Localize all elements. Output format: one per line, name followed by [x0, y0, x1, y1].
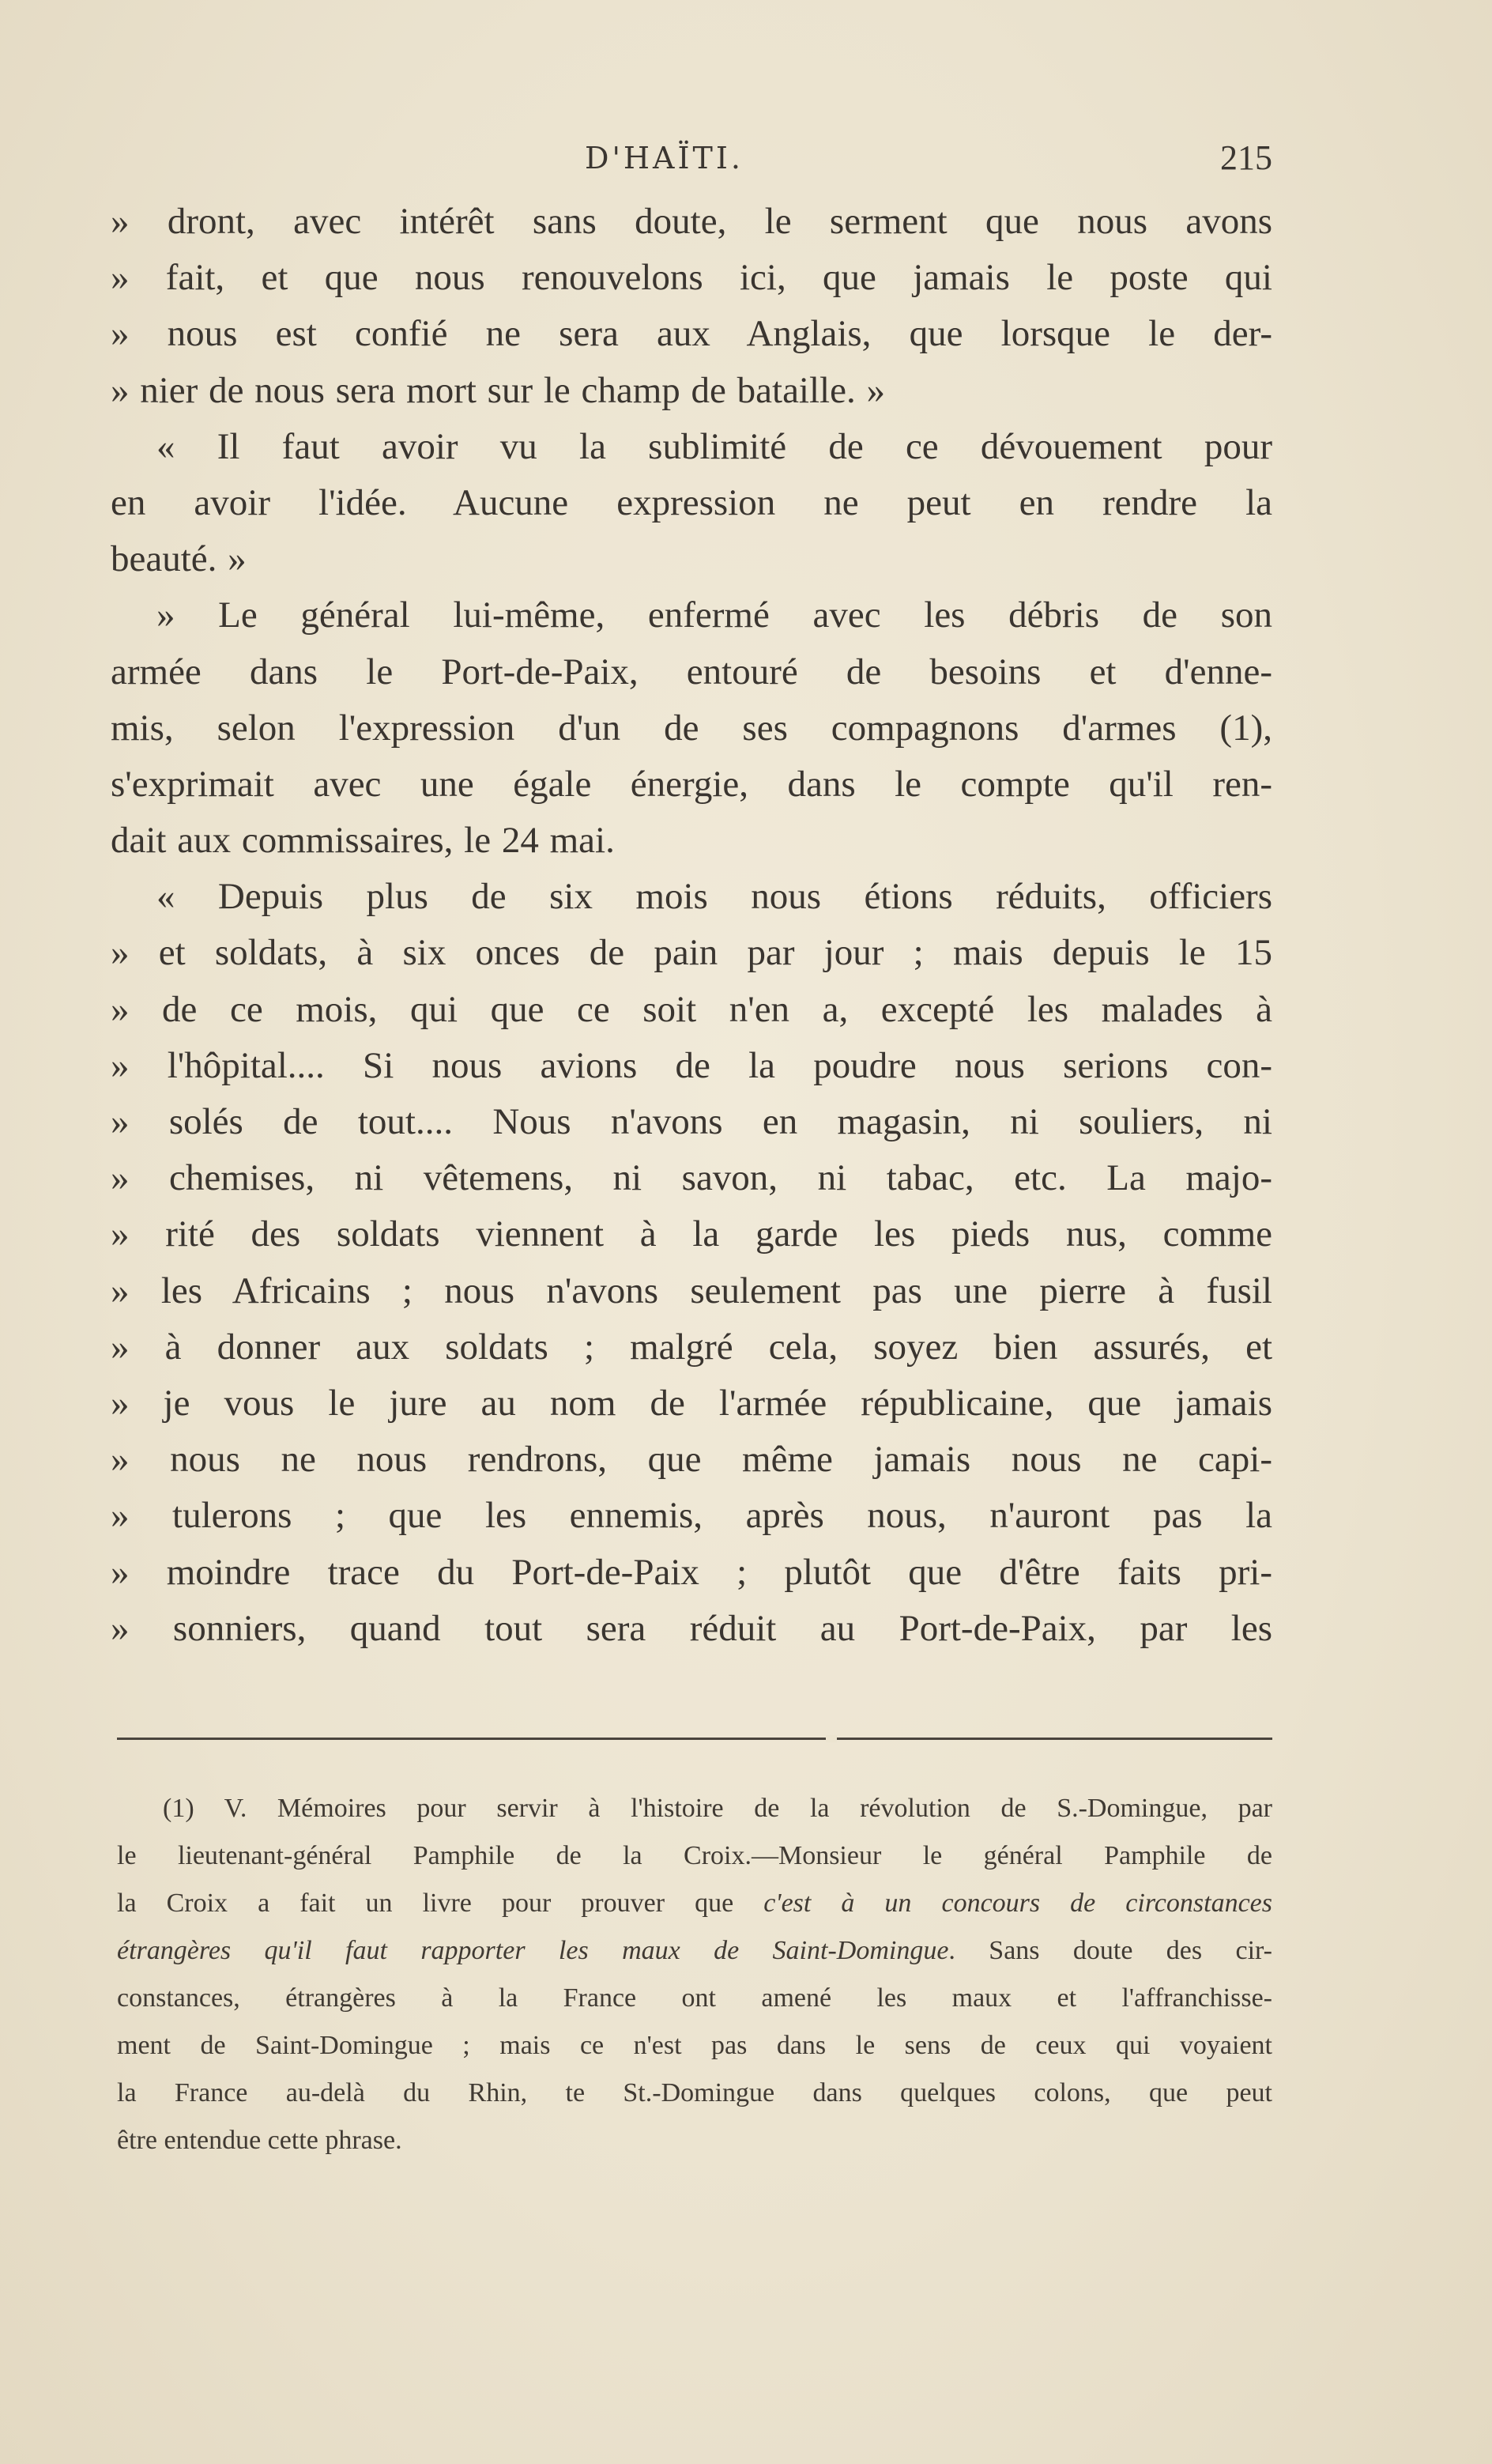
footnote	[117, 1785, 1272, 2164]
footnote-line: (1) V. Mémoires pour servir à l'histoire de la révolution de S.-Domingue, par	[163, 1794, 1272, 1823]
footnote-line: ment de Saint-Domingue ; mais ce n'est pas dans le sens de ceux qui voyaient	[117, 2031, 1272, 2060]
text-line: » de ce mois, qui que ce soit n'en a, excepté les malades à	[111, 988, 1272, 1030]
footnote-text: la Croix a fait un livre pour prouver que	[117, 1889, 764, 1918]
footnote-separator-rule	[117, 1738, 1272, 1740]
text-line: » tulerons ; que les ennemis, après nous, n'auront pas la	[111, 1495, 1272, 1537]
text-line: « Il faut avoir vu la sublimité de ce dévouement pour	[156, 425, 1272, 467]
page-number: 215	[1220, 138, 1272, 177]
footnote-line: constances, étrangères à la France ont amené les maux et l'affranchisse-	[117, 1983, 1272, 2013]
running-head: D'HAÏTI.	[585, 141, 744, 175]
text-line: » les Africains ; nous n'avons seulement pas une pierre à fusil	[111, 1270, 1272, 1311]
text-line: » l'hôpital.... Si nous avions de la poudre nous serions con-	[111, 1044, 1272, 1086]
footnote-text: . Sans doute des cir-	[948, 1936, 1273, 1965]
text-line: s'exprimait avec une égale énergie, dans le compte qu'il ren-	[111, 763, 1272, 805]
text-line: » moindre trace du Port-de-Paix ; plutôt que d'être faits pri-	[111, 1551, 1272, 1593]
footnote-italic-text: c'est à un concours de circonstances	[763, 1889, 1272, 1918]
text-line: » et soldats, à six onces de pain par jour ; mais depuis le 15	[111, 932, 1272, 974]
text-line: mis, selon l'expression d'un de ses compagnons d'armes (1),	[111, 707, 1272, 749]
text-line: armée dans le Port-de-Paix, entouré de besoins et d'enne-	[111, 651, 1272, 692]
text-line: » je vous le jure au nom de l'armée républicaine, que jamais	[111, 1382, 1272, 1424]
footnote-line: la France au-delà du Rhin, te St.-Domingue dans quelques colons, que peut	[117, 2078, 1272, 2107]
text-line: » nier de nous sera mort sur le champ de bataille. »	[111, 369, 885, 411]
text-line: » Le général lui-même, enfermé avec les débris de son	[156, 594, 1272, 636]
text-line: en avoir l'idée. Aucune expression ne peut en rendre la	[111, 481, 1272, 523]
footnote-line: être entendue cette phrase.	[117, 2126, 402, 2155]
text-line: » fait, et que nous renouvelons ici, que jamais le poste qui	[111, 257, 1272, 299]
text-line: » à donner aux soldats ; malgré cela, soyez bien assurés, et	[111, 1326, 1272, 1368]
text-line: » sonniers, quand tout sera réduit au Port-de-Paix, par les	[111, 1607, 1272, 1649]
text-line: « Depuis plus de six mois nous étions réduits, officiers	[156, 876, 1272, 918]
text-line: » solés de tout.... Nous n'avons en magasin, ni souliers, ni	[111, 1101, 1272, 1142]
body-text	[111, 194, 1272, 1657]
text-line: dait aux commissaires, le 24 mai.	[111, 820, 615, 862]
rule-break	[826, 1735, 837, 1742]
footnote-line	[117, 1880, 1272, 1927]
footnote-line: le lieutenant-général Pamphile de la Croix.—Monsieur le général Pamphile de	[117, 1841, 1272, 1870]
text-line: » nous ne nous rendrons, que même jamais nous ne capi-	[111, 1439, 1272, 1481]
footnote-line	[117, 1927, 1272, 1975]
text-line: » rité des soldats viennent à la garde les pieds nus, comme	[111, 1213, 1272, 1255]
page-header	[111, 133, 1272, 188]
footnote-italic-text: étrangères qu'il faut rapporter les maux de Saint-Domingue	[117, 1936, 949, 1965]
text-line: » dront, avec intérêt sans doute, le serment que nous avons	[111, 201, 1272, 242]
text-line: » chemises, ni vêtemens, ni savon, ni tabac, etc. La majo-	[111, 1157, 1272, 1199]
text-line: » nous est confié ne sera aux Anglais, que lorsque le der-	[111, 313, 1272, 355]
text-line: beauté. »	[111, 538, 247, 580]
